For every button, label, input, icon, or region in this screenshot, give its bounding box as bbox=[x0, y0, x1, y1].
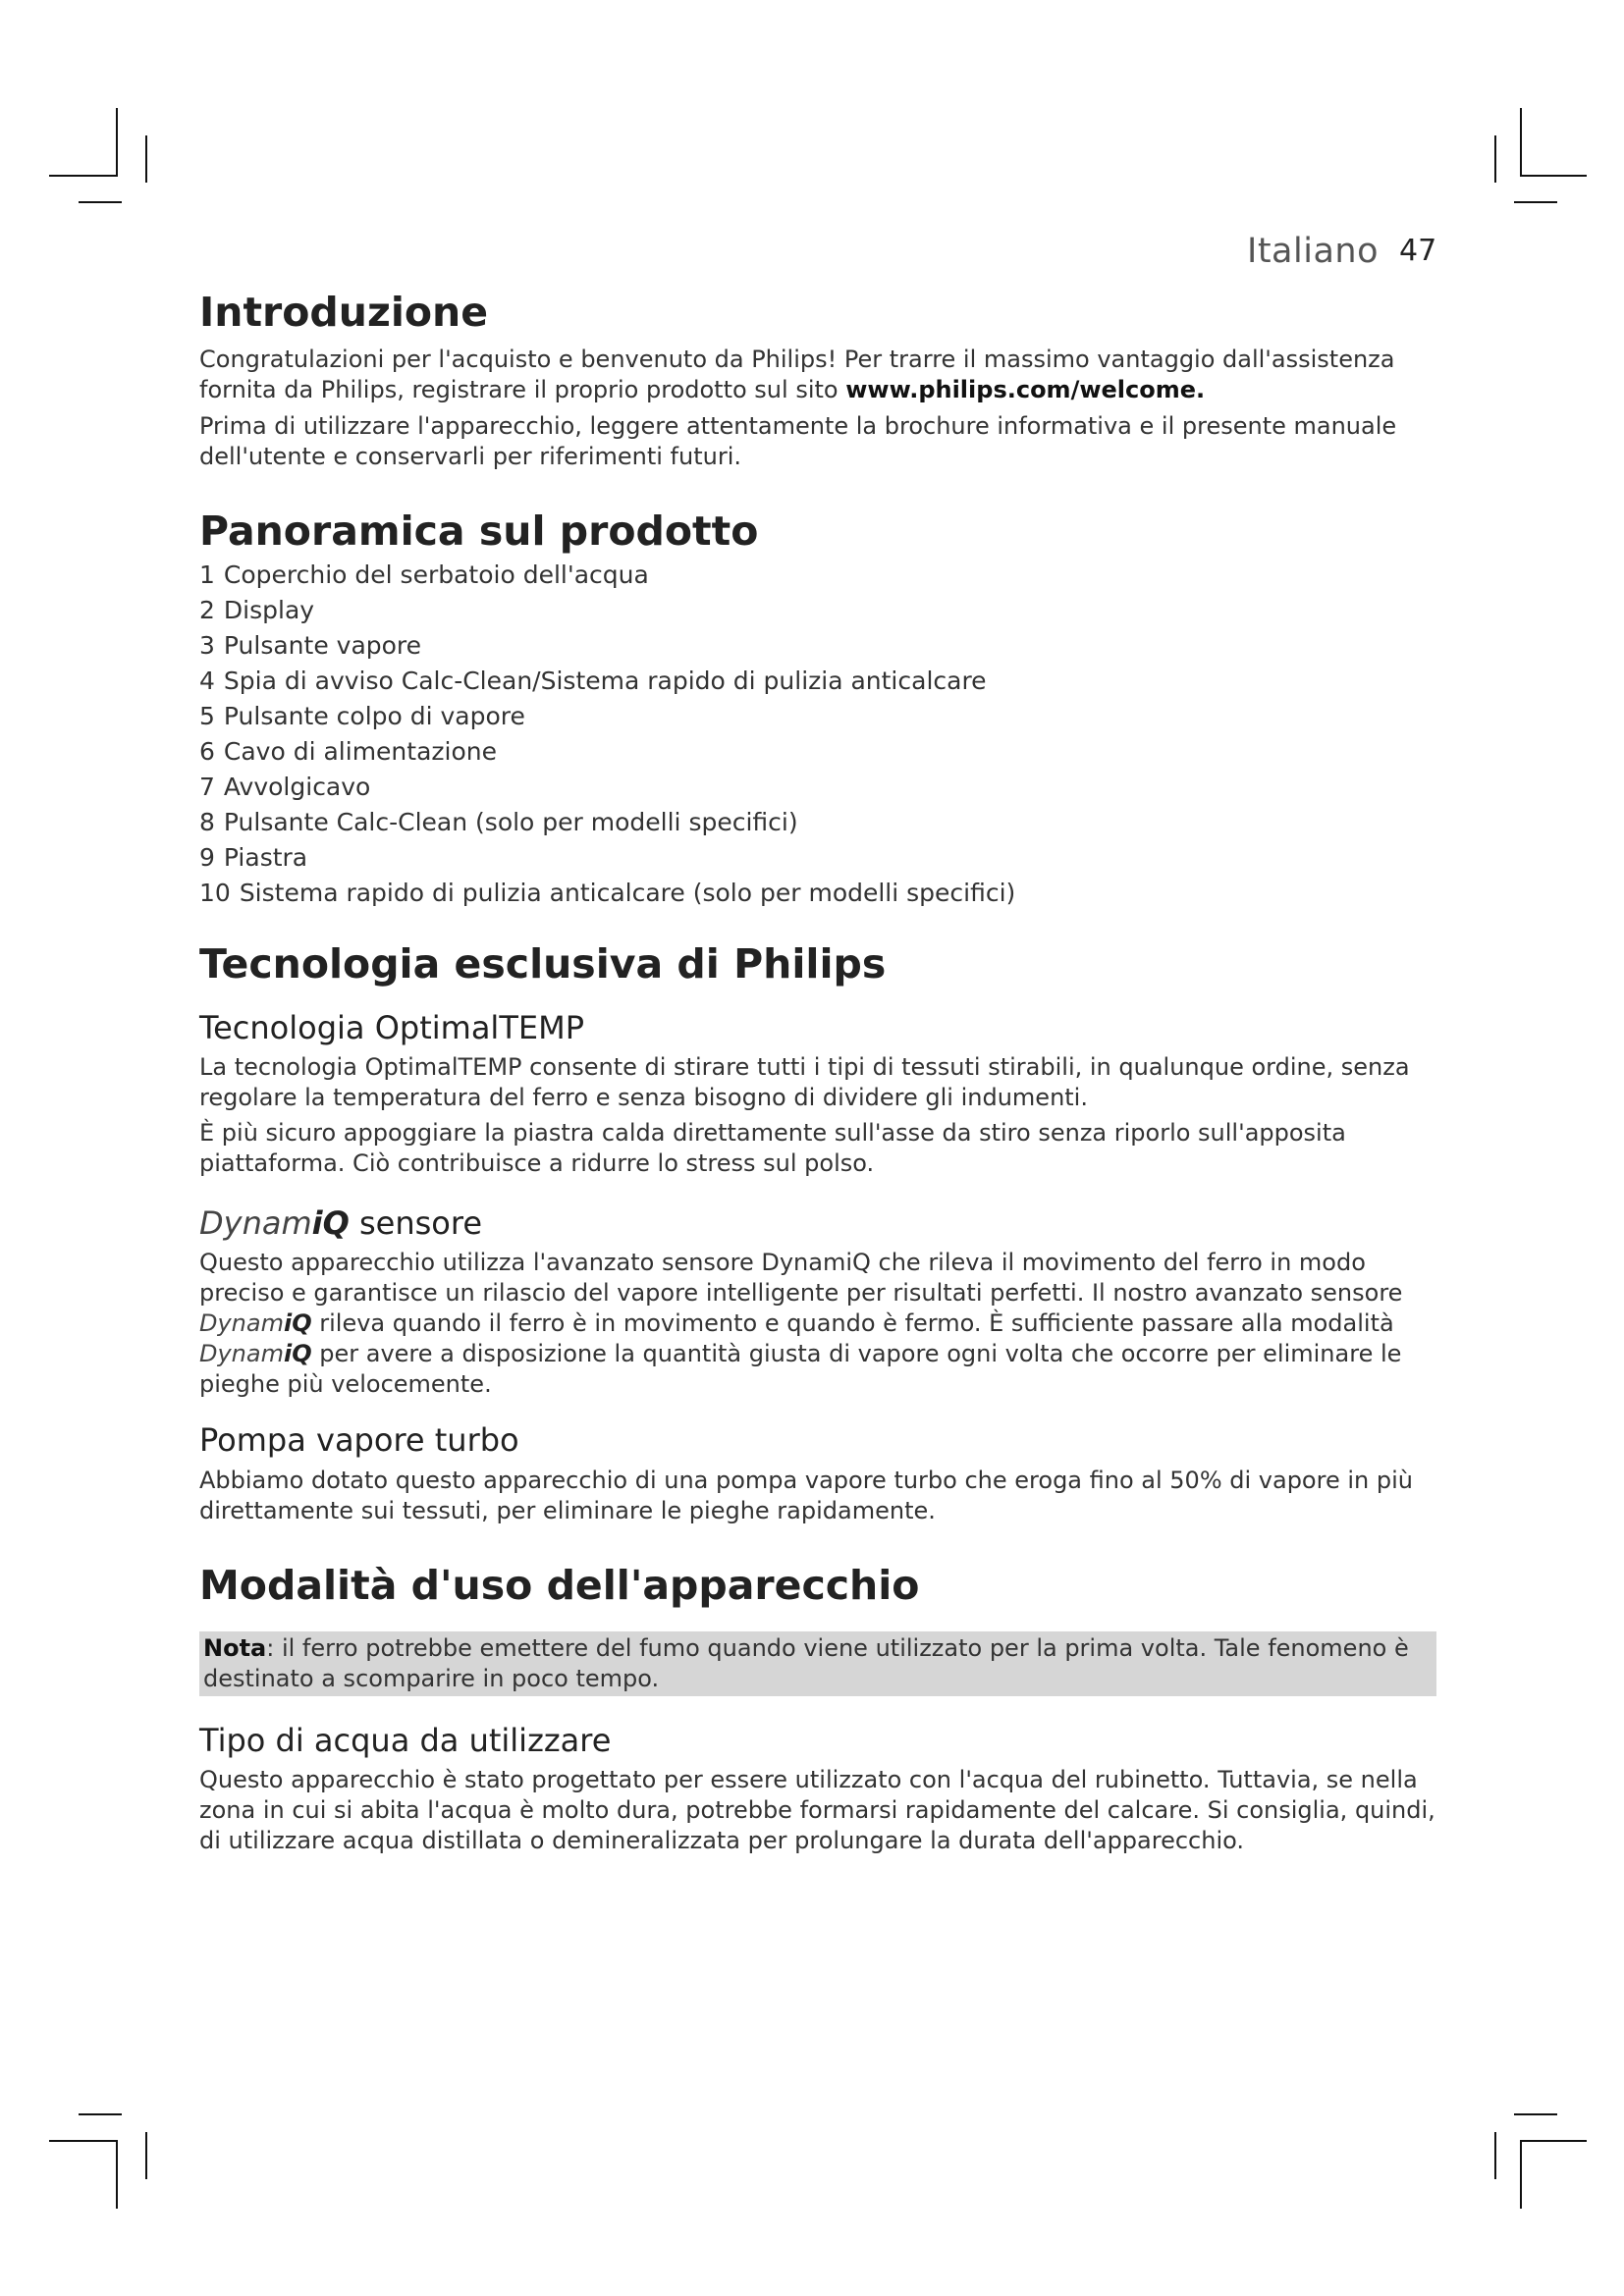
turbo-title: Pompa vapore turbo bbox=[199, 1421, 519, 1460]
dynamiq-logo: DynamiQ bbox=[199, 1340, 312, 1368]
usage-section bbox=[199, 1562, 1436, 1857]
dynamiq-logo: DynamiQ bbox=[199, 1309, 312, 1338]
intro-title: Introduzione bbox=[199, 289, 489, 336]
note-box bbox=[199, 1631, 1436, 1696]
intro-paragraph-2: Prima di utilizzare l'apparecchio, leggere attentamente la brochure informativa e il presente manuale dell'utente e conservarli per riferimenti futuri. bbox=[199, 412, 1397, 471]
welcome-link[interactable]: www.philips.com/welcome. bbox=[845, 376, 1206, 404]
list-item: 4 Spia di avviso Calc-Clean/Sistema rapido di pulizia anticalcare bbox=[199, 667, 987, 696]
list-item: 8 Pulsante Calc-Clean (solo per modelli specifici) bbox=[199, 808, 798, 837]
usage-title: Modalità d'uso dell'apparecchio bbox=[199, 1561, 920, 1609]
language-label: Italiano bbox=[1247, 232, 1379, 271]
water-title: Tipo di acqua da utilizzare bbox=[199, 1721, 612, 1759]
dynamiq-title: DynamiQ sensore bbox=[199, 1203, 483, 1242]
page-content bbox=[199, 289, 1436, 1856]
technology-section bbox=[199, 940, 1436, 1525]
overview-section bbox=[199, 507, 1436, 911]
list-item: 9 Piastra bbox=[199, 843, 308, 873]
intro-section bbox=[199, 289, 1436, 472]
list-item: 3 Pulsante vapore bbox=[199, 631, 422, 661]
intro-paragraph-1 bbox=[199, 345, 1436, 405]
overview-title: Panoramica sul prodotto bbox=[199, 507, 759, 556]
dynamiq-paragraph: Questo apparecchio utilizza l'avanzato sensore DynamiQ che rileva il movimento del ferro in modo preciso e garantisce un rilascio del vapore intelligente per risultati perfetti. Il nostro avanzato sensore DynamiQ rileva quando il ferro è in movimento e quando è fermo. È sufficiente passare alla modalità DynamiQ per avere a disposizione la quantità giusta di vapore ogni volta che occorre per eliminare le pieghe più velocemente. bbox=[199, 1249, 1403, 1399]
optimaltemp-paragraph-2: È più sicuro appoggiare la piastra calda direttamente sull'asse da stiro senza riporlo sull'apposita piattaforma. Ciò contribuisce a ridurre lo stress sul polso. bbox=[199, 1118, 1346, 1177]
list-item: 7 Avvolgicavo bbox=[199, 773, 371, 802]
page-number: 47 bbox=[1399, 234, 1437, 268]
dynamiq-logo: DynamiQ bbox=[199, 1203, 350, 1242]
note-label: Nota bbox=[203, 1633, 267, 1662]
note-text: : il ferro potrebbe emettere del fumo quando viene utilizzato per la prima volta. Tale fenomeno è destinato a scomparire in poco tempo. bbox=[203, 1633, 1409, 1692]
list-item: 1 Coperchio del serbatoio dell'acqua bbox=[199, 561, 649, 590]
list-item: 10 Sistema rapido di pulizia anticalcare (solo per modelli specifici) bbox=[199, 879, 1016, 908]
water-paragraph: Questo apparecchio è stato progettato per essere utilizzato con l'acqua del rubinetto. Tuttavia, se nella zona in cui si abita l'acqua è molto dura, potrebbe formarsi rapidamente del calcare. Si consiglia, quindi, di utilizzare acqua distillata o demineralizzata per prolungare la durata dell'apparecchio. bbox=[199, 1766, 1435, 1855]
optimaltemp-paragraph-1: La tecnologia OptimalTEMP consente di stirare tutti i tipi di tessuti stirabili, in qualunque ordine, senza regolare la temperatura del ferro e senza bisogno di dividere gli indumenti. bbox=[199, 1052, 1410, 1111]
parts-list bbox=[199, 558, 1436, 911]
list-item: 6 Cavo di alimentazione bbox=[199, 737, 497, 767]
list-item: 2 Display bbox=[199, 596, 315, 625]
list-item: 5 Pulsante colpo di vapore bbox=[199, 702, 525, 731]
optimaltemp-title: Tecnologia OptimalTEMP bbox=[199, 1008, 584, 1046]
technology-title: Tecnologia esclusiva di Philips bbox=[199, 940, 887, 988]
turbo-paragraph: Abbiamo dotato questo apparecchio di una pompa vapore turbo che eroga fino al 50% di vapore in più direttamente sui tessuti, per eliminare le pieghe rapidamente. bbox=[199, 1466, 1413, 1524]
intro-text: Congratulazioni per l'acquisto e benvenuto da Philips! Per trarre il massimo vantaggio dall'assistenza fornita da Philips, registrare il proprio prodotto sul sito bbox=[199, 346, 1395, 404]
